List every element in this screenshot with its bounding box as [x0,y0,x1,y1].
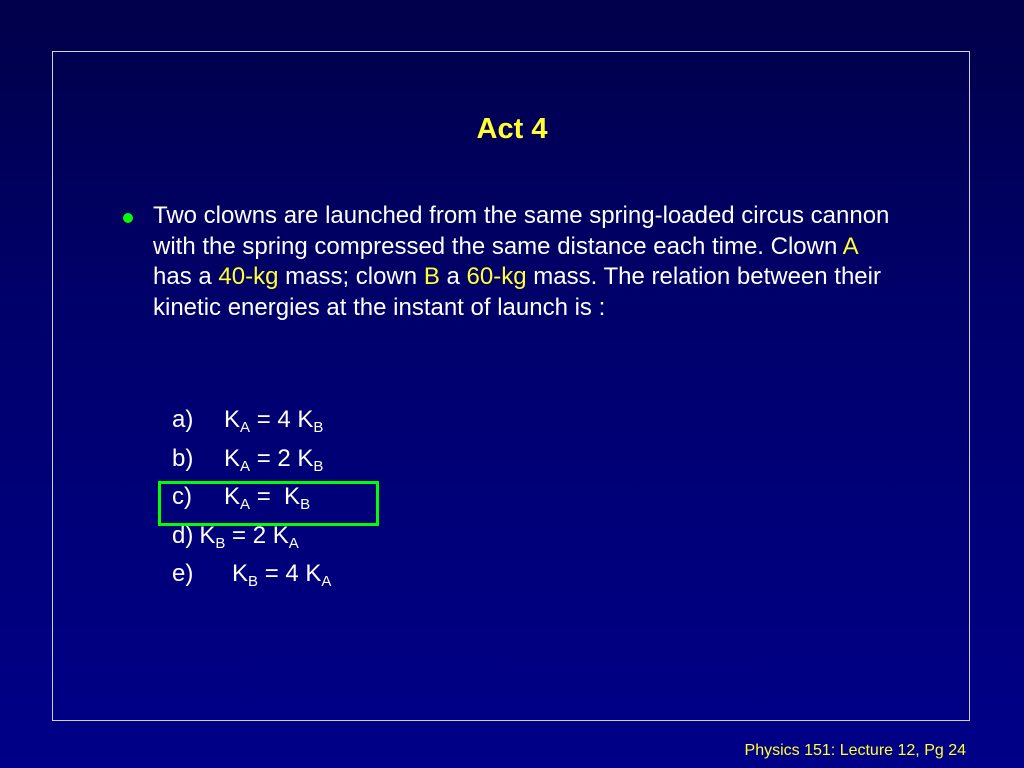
option-b[interactable] [172,444,331,473]
option-letter: b) [172,444,194,472]
option-lhs-sub: B [215,534,226,552]
question-part: mass; clown [278,263,424,290]
option-e[interactable] [172,559,331,588]
option-rhs-sub: B [313,419,324,436]
option-lhs: K [199,521,216,549]
option-letter: d) [172,521,194,549]
question-part: has a [153,263,219,290]
option-relation: = 2 K [225,521,289,549]
option-a[interactable] [172,405,331,434]
mass-b-label: 60-kg [466,263,527,290]
option-relation: = 4 K [250,406,314,433]
option-relation: = 2 K [250,444,314,472]
option-lhs: K [224,483,241,510]
option-lhs-sub: A [240,496,251,513]
slide-title: Act 4 [476,113,548,145]
question-part: mass. The relation between their kinetic energies at the instant of launch is : [153,263,881,321]
question-text [153,201,893,323]
question-part: Two clowns are launched from the same spring-loaded circus cannon with the spring compressed the same distance each time. Clown [153,202,890,260]
mass-a-label: 40-kg [218,263,279,290]
question-part: a [439,263,467,290]
option-lhs: K [224,406,241,433]
option-lhs: K [224,444,241,472]
option-rhs-sub: B [300,496,311,513]
bullet-dot-icon [123,213,133,223]
option-letter: c) [172,483,192,510]
option-rhs-sub: B [313,457,324,475]
option-rhs-sub: A [321,573,332,590]
option-lhs: K [232,560,249,587]
option-relation: = 4 K [258,560,322,587]
option-relation: = K [250,483,301,510]
option-lhs-sub: A [240,457,251,475]
option-rhs-sub: A [288,534,299,552]
clown-b-label: B [423,263,440,290]
clown-a-label: A [842,232,858,260]
option-lhs-sub: A [240,419,251,436]
option-letter: a) [172,406,194,433]
slide-frame [52,51,970,721]
option-letter: e) [172,560,194,587]
option-lhs-sub: B [248,573,259,590]
correct-answer-box [158,481,379,526]
slide-footer: Physics 151: Lecture 12, Pg 24 [744,742,966,759]
